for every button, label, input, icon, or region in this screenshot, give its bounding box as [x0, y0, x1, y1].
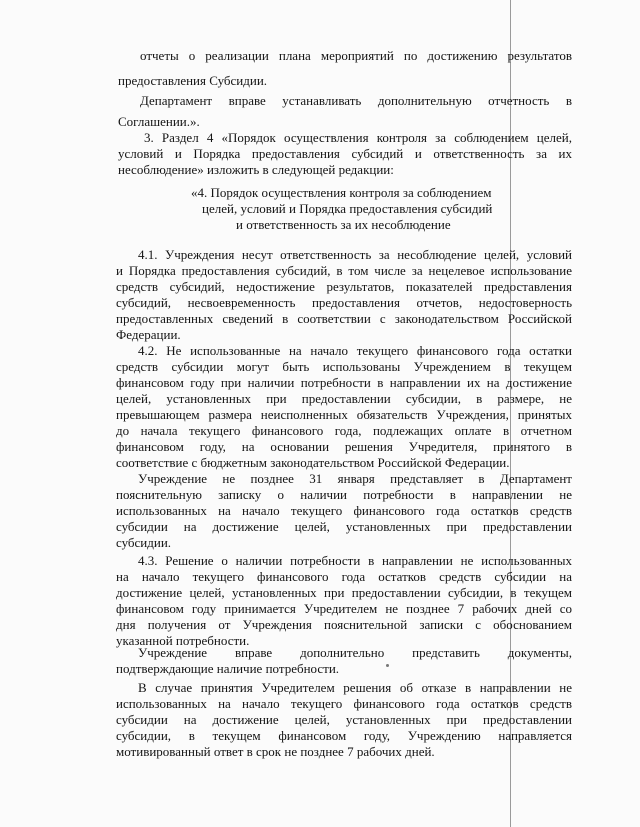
text-line: Учреждение не позднее 31 января представляет в Департамент	[138, 471, 572, 486]
section-heading-line: и ответственность за их несоблюдение	[236, 217, 451, 232]
text-line: средств субсидий, недостижение результатов, показателей предоставления	[116, 279, 572, 294]
section-heading-line: целей, условий и Порядка предоставления субсидий	[202, 201, 493, 216]
text-line: субсидии на достижение целей, установленных при предоставлении	[116, 712, 572, 727]
text-line: средств субсидии могут быть использованы Учреждением в текущем	[116, 359, 572, 374]
text-line: Учреждение вправе дополнительно представить документы,	[138, 645, 572, 660]
text-line: использованных на начало текущего финансового года остатков средств	[116, 696, 572, 711]
text-line: субсидии.	[116, 535, 172, 550]
text-line: Федерации.	[116, 327, 181, 342]
text-line: соответствие с бюджетным законодательством Российской Федерации.	[116, 455, 510, 470]
text-line: на начало текущего финансового года остатков средств субсидии на	[116, 569, 572, 584]
text-line: 4.3. Решение о наличии потребности в направлении не использованных	[138, 553, 572, 568]
text-line: целей, установленных при предоставлении субсидии, в размере, не	[116, 391, 572, 406]
text-line: использованных на начало текущего финансового года остатков средств	[116, 503, 572, 518]
text-line: отчеты о реализации плана мероприятий по достижению результатов	[140, 48, 572, 63]
text-line: субсидии, в текущем финансовом году, Учреждению направляется	[116, 728, 572, 743]
text-line: финансовом году, на основании решения Учредителя, принятого в	[116, 439, 572, 454]
text-line: 4.2. Не использованные на начало текущего финансового года остатки	[138, 343, 572, 358]
text-line: 4.1. Учреждения несут ответственность за несоблюдение целей, условий	[138, 247, 572, 262]
scan-speck	[386, 664, 389, 667]
text-line: условий и Порядка предоставления субсидий и ответственность за их	[118, 146, 572, 161]
text-line: В случае принятия Учредителем решения об отказе в направлении не	[138, 680, 572, 695]
text-line: 3. Раздел 4 «Порядок осуществления контроля за соблюдением целей,	[144, 130, 572, 145]
text-line: и Порядка предоставления субсидий, в том числе за нецелевое использование	[116, 263, 572, 278]
text-line: предоставленных сведений в соответствии с законодательством Российской	[116, 311, 572, 326]
text-line: субсидий, несвоевременность предоставления отчетов, недостоверность	[116, 295, 572, 310]
text-line: до начала текущего финансового года, подлежащих оплате в отчетном	[116, 423, 572, 438]
text-line: достижение целей, установленных при предоставлении субсидии, в текущем	[116, 585, 572, 600]
text-line: финансовом году при наличии потребности в направлении их на достижение	[116, 375, 572, 390]
text-line: финансовом году принимается Учредителем не позднее 7 рабочих дней со	[116, 601, 572, 616]
text-line: мотивированный ответ в срок не позднее 7 рабочих дней.	[116, 744, 435, 759]
section-heading-line: «4. Порядок осуществления контроля за соблюдением	[191, 185, 492, 200]
text-line: субсидии на достижение целей, установленных при предоставлении	[116, 519, 572, 534]
text-line: превышающем размера неисполненных обязательств Учреждения, принятых	[116, 407, 572, 422]
text-line: несоблюдение» изложить в следующей редакции:	[118, 162, 394, 177]
text-line: Соглашении.».	[118, 114, 200, 129]
text-line: подтверждающие наличие потребности.	[116, 661, 340, 676]
text-line: указанной потребности.	[116, 633, 250, 648]
text-line: пояснительную записку о наличии потребности в направлении не	[116, 487, 572, 502]
text-line: предоставления Субсидии.	[118, 73, 268, 88]
text-line: дня получения от Учреждения пояснительной записки с обоснованием	[116, 617, 572, 632]
text-line: Департамент вправе устанавливать дополнительную отчетность в	[140, 93, 572, 108]
